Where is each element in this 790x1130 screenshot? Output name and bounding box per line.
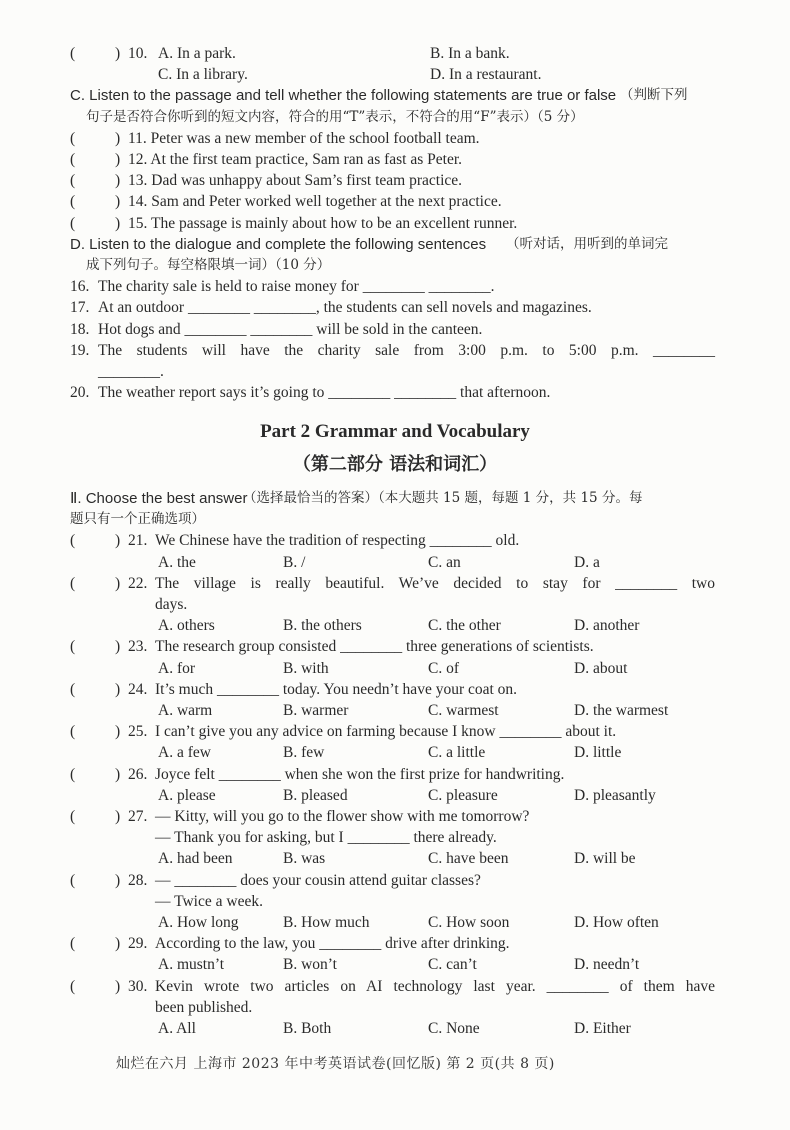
answer-paren-close: ): [115, 638, 121, 656]
question-30: [0, 997, 790, 1018]
option-b: B. Both: [283, 1020, 332, 1037]
option-a: A. mustn’t: [158, 956, 225, 974]
option-c: C. have been: [428, 850, 509, 868]
answer-paren-open: (: [70, 680, 76, 698]
option-d: D. In a restaurant.: [430, 66, 542, 84]
answer-paren-close: ): [115, 765, 121, 783]
option-a: A. had been: [158, 850, 233, 868]
answer-paren-close: ): [115, 723, 121, 741]
question-24: [0, 679, 790, 700]
option-b: B. was: [283, 850, 326, 868]
sentence-text: The charity sale is held to raise money for ________ ________.: [98, 278, 495, 296]
question-number: 28.: [128, 871, 148, 889]
fill-in-row: [0, 361, 790, 382]
question-21: [0, 530, 790, 551]
question-number: 21.: [128, 532, 148, 550]
statement-row: [0, 128, 790, 149]
option-a: A. the: [158, 553, 196, 571]
section-c-heading-cont: [0, 107, 790, 128]
answer-paren-open: (: [70, 214, 76, 232]
options-row: [0, 848, 790, 869]
section-c-heading: [0, 85, 790, 106]
statement-row: [0, 213, 790, 234]
option-a: A. How long: [158, 914, 239, 931]
question-stem: The research group consisted ________ three generations of scientists.: [155, 638, 594, 656]
answer-paren-close: ): [115, 129, 121, 147]
section-heading: C. Listen to the passage and tell whether the following statements are true or false: [70, 87, 617, 105]
option-a: A. All: [158, 1020, 196, 1037]
answer-paren-open: (: [70, 808, 76, 825]
question-number: 10.: [128, 45, 148, 62]
answer-paren-open: (: [70, 193, 76, 211]
question-stem: — Twice a week.: [155, 892, 263, 910]
question-stem: We Chinese have the tradition of respecting ________ old.: [155, 532, 520, 550]
options-row: [0, 954, 790, 975]
section-heading-cn: 句子是否符合你听到的短文内容，符合的用“T”表示，不符合的用“F”表示）（5 分）: [86, 108, 584, 125]
answer-paren-close: ): [115, 214, 121, 232]
option-d: D. about: [574, 659, 628, 677]
part2-title: Part 2 Grammar and Vocabulary: [260, 421, 530, 442]
question-28: [0, 891, 790, 912]
answer-paren-close: ): [115, 680, 121, 698]
sentence-text-cont: ________.: [98, 363, 164, 380]
option-c: C. None: [428, 1020, 480, 1037]
options-row: [0, 785, 790, 806]
question-stem: The village is really beautiful. We’ve decided to stay for ________ two: [155, 574, 715, 592]
question-stem: — Kitty, will you go to the flower show with me tomorrow?: [155, 808, 530, 825]
option-a: A. warm: [158, 702, 213, 719]
option-a: A. for: [158, 659, 196, 677]
options-row: [0, 742, 790, 763]
option-c: C. pleasure: [428, 786, 498, 804]
fill-in-row: [0, 319, 790, 340]
fill-in-row: [0, 276, 790, 297]
sentence-text: The weather report says it’s going to ________ ________ that afternoon.: [98, 384, 551, 402]
question-stem: — ________ does your cousin attend guitar classes?: [155, 871, 481, 889]
answer-paren-open: (: [70, 129, 76, 147]
answer-paren-close: ): [115, 808, 121, 825]
section-heading-cn: （判断下列: [620, 87, 688, 104]
option-b: B. In a bank.: [430, 45, 510, 62]
answer-paren-close: ): [115, 871, 121, 889]
statement-text: 14. Sam and Peter worked well together at the next practice.: [128, 193, 502, 211]
question-26: [0, 764, 790, 785]
answer-paren-open: (: [70, 765, 76, 783]
answer-paren-close: ): [115, 151, 121, 168]
option-b: B. warmer: [283, 702, 349, 719]
question-stem: It’s much ________ today. You needn’t have your coat on.: [155, 680, 518, 698]
options-row: [0, 615, 790, 636]
answer-paren-close: ): [115, 45, 121, 62]
option-c: C. the other: [428, 617, 501, 635]
answer-paren-close: ): [115, 193, 121, 211]
option-d: D. the warmest: [574, 702, 669, 719]
question-number: 25.: [128, 723, 148, 741]
question-number: 27.: [128, 808, 148, 825]
fill-in-row: [0, 382, 790, 403]
option-d: D. little: [574, 744, 622, 762]
statement-text: 12. At the first team practice, Sam ran as fast as Peter.: [128, 151, 463, 168]
question-10: [0, 43, 790, 64]
option-b: B. /: [283, 553, 306, 571]
option-d: D. Either: [574, 1020, 631, 1037]
option-c: C. How soon: [428, 914, 510, 931]
answer-paren-open: (: [70, 935, 76, 953]
question-29: [0, 933, 790, 954]
answer-paren-close: ): [115, 977, 121, 995]
option-d: D. needn’t: [574, 956, 640, 974]
statement-text: 15. The passage is mainly about how to be an excellent runner.: [128, 214, 518, 232]
option-d: D. will be: [574, 850, 636, 868]
options-row: [0, 658, 790, 679]
section-d-heading: [0, 234, 790, 255]
question-stem: days.: [155, 596, 188, 613]
statement-text: 11. Peter was a new member of the school football team.: [128, 129, 480, 147]
options-row: [0, 700, 790, 721]
section-heading-cn: 题只有一个正确选项）: [70, 511, 205, 528]
question-25: [0, 721, 790, 742]
option-a: A. a few: [158, 744, 211, 762]
question-number: 29.: [128, 935, 148, 953]
answer-paren-open: (: [70, 871, 76, 889]
answer-paren-close: ): [115, 935, 121, 953]
question-number: 23.: [128, 638, 148, 656]
options-row: [0, 552, 790, 573]
section-heading-cn: 成下列句子。每空格限填一词）（10 分）: [86, 257, 331, 273]
page-footer: 灿烂在六月 上海市 2023 年中考英语试卷(回忆版) 第 2 页(共 8 页): [116, 1056, 555, 1072]
sentence-text: Hot dogs and ________ ________ will be sold in the canteen.: [98, 320, 483, 338]
option-c: C. a little: [428, 744, 486, 762]
question-23: [0, 636, 790, 657]
answer-paren-open: (: [70, 723, 76, 741]
option-a: A. others: [158, 617, 215, 635]
fill-in-row: [0, 297, 790, 318]
option-b: B. won’t: [283, 956, 337, 974]
question-number: 26.: [128, 765, 148, 783]
sentence-text: The students will have the charity sale from 3:00 p.m. to 5:00 p.m. ________: [98, 341, 715, 359]
section-heading-cn: （选择最恰当的答案）（本大题共 15 题，每题 1 分，共 15 分。每: [243, 490, 643, 506]
section-d-heading-cont: [0, 255, 790, 276]
answer-paren-close: ): [115, 532, 121, 550]
question-27: [0, 827, 790, 848]
question-number: 20.: [70, 384, 90, 402]
question-number: 30.: [128, 977, 148, 995]
option-d: D. How often: [574, 914, 659, 931]
question-stem: I can’t give you any advice on farming because I know ________ about it.: [155, 723, 617, 741]
question-stem: Kevin wrote two articles on AI technology last year. ________ of them have: [155, 977, 715, 995]
question-10-options: [0, 64, 790, 85]
option-b: B. pleased: [283, 786, 348, 804]
statement-row: [0, 191, 790, 212]
option-a: A. please: [158, 786, 216, 804]
statement-row: [0, 149, 790, 170]
option-d: D. a: [574, 553, 600, 571]
options-row: [0, 1018, 790, 1039]
answer-paren-close: ): [115, 574, 121, 592]
part2-subtitle: （第二部分 语法和词汇）: [292, 454, 498, 475]
option-b: B. the others: [283, 617, 362, 635]
question-number: 16.: [70, 278, 90, 296]
question-number: 24.: [128, 680, 148, 698]
option-b: B. with: [283, 659, 329, 677]
section-heading: D. Listen to the dialogue and complete the following sentences: [70, 235, 487, 253]
option-a: A. In a park.: [158, 45, 236, 62]
answer-paren-open: (: [70, 532, 76, 550]
statement-text: 13. Dad was unhappy about Sam’s first team practice.: [128, 172, 463, 190]
question-stem: According to the law, you ________ drive after drinking.: [155, 935, 510, 953]
answer-paren-open: (: [70, 638, 76, 656]
answer-paren-open: (: [70, 977, 76, 995]
answer-paren-open: (: [70, 45, 76, 62]
options-row: [0, 912, 790, 933]
answer-paren-open: (: [70, 172, 76, 190]
section-ii-heading-cont: [0, 509, 790, 530]
question-28: [0, 870, 790, 891]
sentence-text: At an outdoor ________ ________, the students can sell novels and magazines.: [98, 299, 592, 317]
option-d: D. pleasantly: [574, 786, 656, 804]
question-number: 22.: [128, 574, 148, 592]
question-22: [0, 573, 790, 594]
section-ii-heading: [0, 488, 790, 509]
question-stem: Joyce felt ________ when she won the first prize for handwriting.: [155, 765, 565, 783]
option-c: C. warmest: [428, 702, 499, 719]
option-c: C. In a library.: [158, 66, 248, 84]
question-stem: been published.: [155, 998, 253, 1016]
question-30: [0, 976, 790, 997]
option-c: C. of: [428, 659, 459, 677]
option-b: B. few: [283, 744, 325, 762]
option-b: B. How much: [283, 914, 370, 931]
section-heading: Ⅱ. Choose the best answer: [70, 490, 248, 507]
answer-paren-open: (: [70, 151, 76, 168]
question-number: 17.: [70, 299, 90, 317]
answer-paren-close: ): [115, 172, 121, 190]
option-c: C. can’t: [428, 956, 477, 974]
question-stem: — Thank you for asking, but I ________ there already.: [155, 829, 497, 847]
question-number: 18.: [70, 320, 90, 338]
question-27: [0, 806, 790, 827]
fill-in-row: [0, 340, 790, 361]
option-d: D. another: [574, 617, 640, 635]
question-number: 19.: [70, 341, 90, 359]
option-c: C. an: [428, 553, 461, 571]
question-22: [0, 594, 790, 615]
statement-row: [0, 170, 790, 191]
section-heading-cn: （听对话，用听到的单词完: [506, 235, 668, 252]
answer-paren-open: (: [70, 574, 76, 592]
